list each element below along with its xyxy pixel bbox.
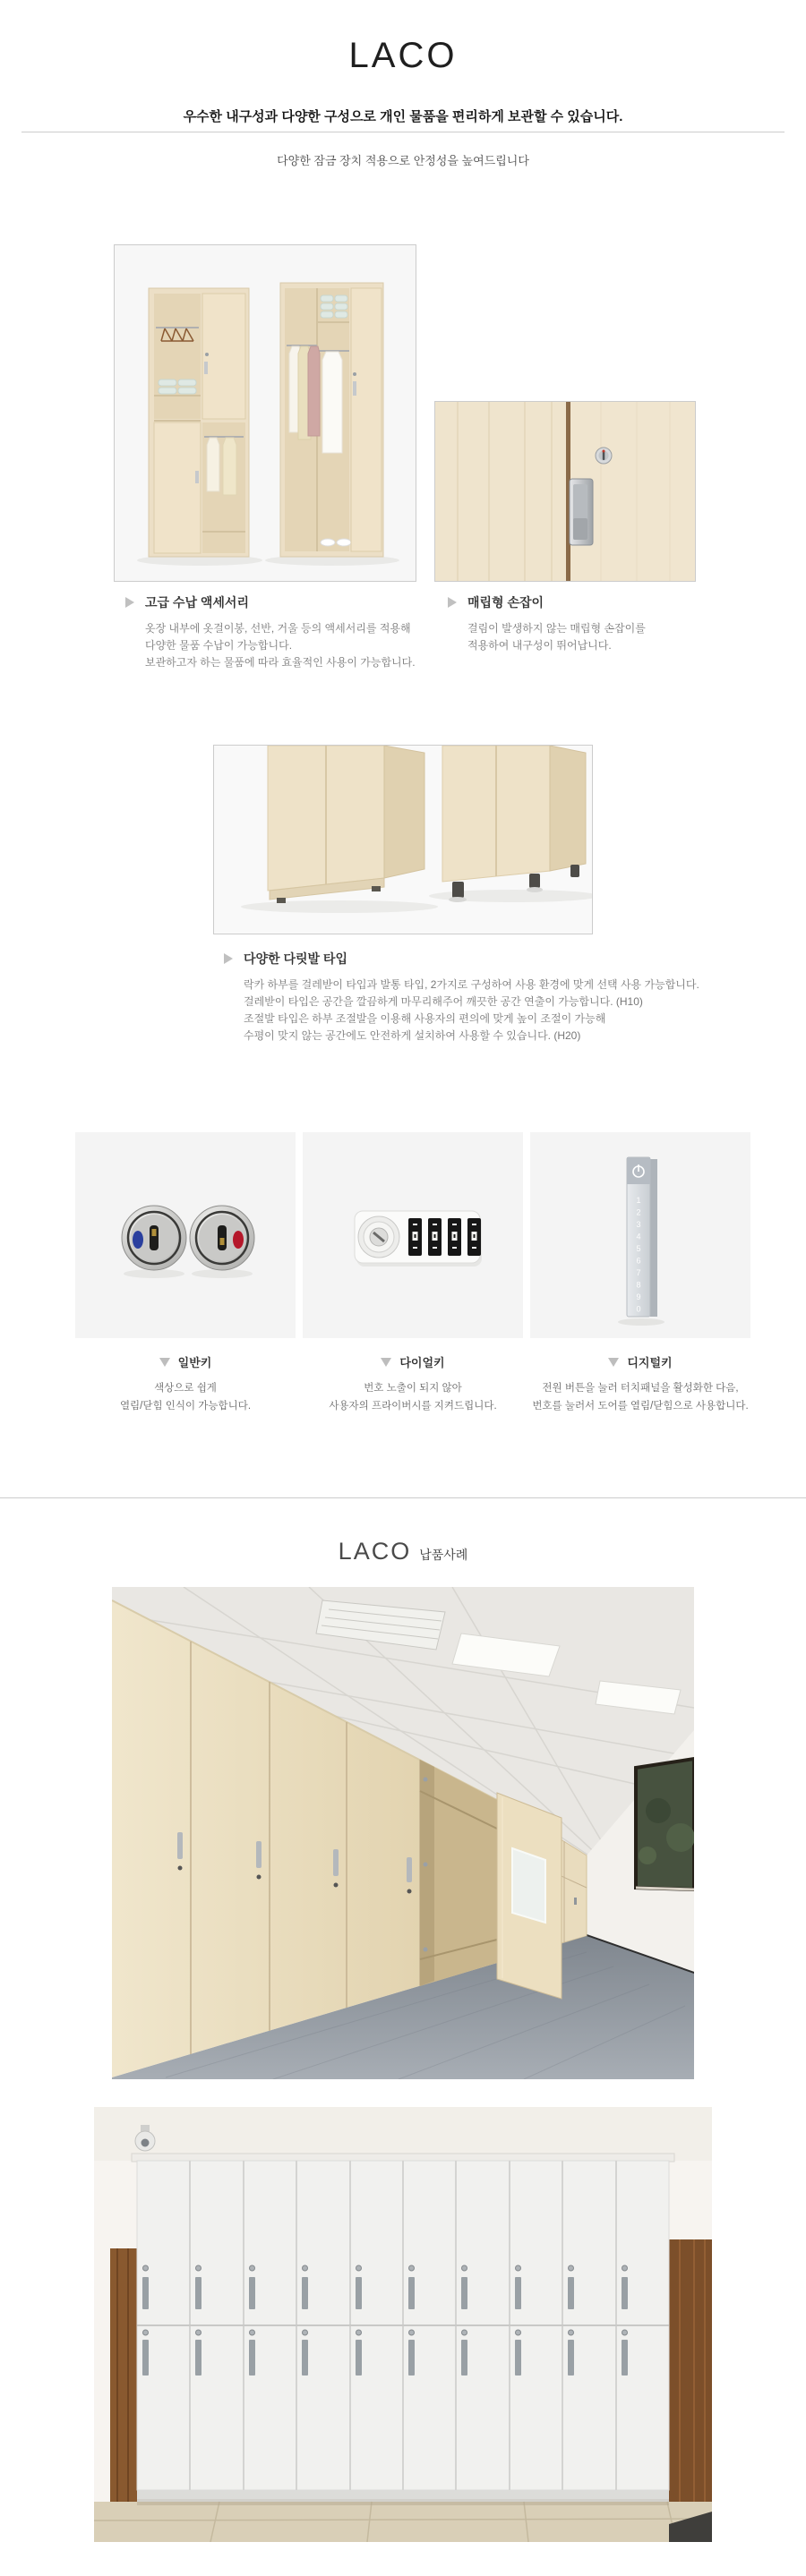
feature-leg-types [224,950,699,1045]
triangle-down-icon [159,1358,170,1367]
dial-key-image [303,1132,523,1338]
digital-key-illustration [530,1132,750,1338]
dial-key-illustration [303,1132,523,1338]
lock-type-name: 일반키 [177,1356,212,1369]
svg-text:5: 5 [636,1244,641,1253]
feature-title: 매립형 손잡이 [467,595,544,610]
handle-product-image [434,401,696,582]
wardrobe-illustration [115,245,416,581]
page-title: LACO [348,36,458,75]
cases-brand: LACO [338,1538,412,1565]
feature-accessories [125,593,416,671]
lock-type-line: 사용자의 프라이버시를 지켜드립니다. [329,1400,497,1412]
triangle-right-icon [448,597,457,608]
cases-label: 납품사례 [419,1548,468,1562]
svg-text:8: 8 [636,1280,641,1290]
svg-text:3: 3 [636,1220,641,1229]
lock-type-line: 번호를 눌러서 도어를 열림/닫힘으로 사용합니다. [532,1400,749,1412]
feature-body-line: 조절발 타입은 하부 조절발을 이용해 사용자의 편의에 맞게 높이 조절이 가능해 [244,1012,606,1025]
triangle-right-icon [224,953,233,964]
triangle-right-icon [125,597,134,608]
triangle-down-icon [381,1358,391,1367]
feature-handle [448,593,646,654]
digital-key-image [530,1132,750,1338]
page-tagline: 다양한 잠금 장치 적용으로 안정성을 높여드립니다 [277,154,529,167]
locker-corridor-illustration [112,1587,694,2079]
svg-text:6: 6 [636,1256,641,1266]
svg-text:2: 2 [636,1207,641,1217]
lock-type-line: 열림/닫힘 인식이 가능합니다. [119,1400,252,1412]
handle-illustration [435,402,695,581]
lock-type-digital [530,1353,750,1415]
lock-type-line: 번호 노출이 되지 않아 [364,1382,462,1394]
red-indicator [233,1231,244,1249]
lock-type-name: 디지털키 [627,1356,673,1369]
normal-key-image [75,1132,296,1338]
leg-types-product-image [213,745,593,934]
section-divider [0,1497,806,1498]
feature-body-line: 옷장 내부에 옷걸이봉, 선반, 거울 등의 액세서리를 적용해 [145,622,411,635]
feature-body-line: 걸림이 발생하지 않는 매립형 손잡이를 [467,622,646,635]
lock-type-name: 다이얼키 [399,1356,445,1369]
feature-body-line: 보관하고자 하는 물품에 따라 효율적인 사용이 가능합니다. [145,656,416,669]
svg-text:1: 1 [636,1196,641,1205]
feature-body-line: 적용하여 내구성이 뛰어납니다. [467,639,612,652]
cases-heading [0,1538,806,1565]
feature-title: 다양한 다릿발 타입 [244,951,347,966]
feature-body-line: 걸레받이 타입은 공간을 깔끔하게 마무리해주어 깨끗한 공간 연출이 가능합니다. (H10) [244,995,643,1008]
page-subtitle: 우수한 내구성과 다양한 구성으로 개인 물품을 편리하게 보관할 수 있습니다. [183,109,623,124]
accessories-product-image [114,244,416,582]
feature-body-line: 락카 하부를 걸레받이 타입과 발통 타입, 2가지로 구성하여 사용 환경에 맞게 선택 사용 가능합니다. [244,978,699,991]
white-lockers-illustration [94,2107,712,2542]
lock-type-line: 전원 버튼을 눌러 터치패널을 활성화한 다음, [542,1382,739,1394]
lock-type-line: 색상으로 쉽게 [154,1382,217,1394]
case-photo-locker-corridor [112,1587,694,2079]
triangle-down-icon [608,1358,619,1367]
svg-text:7: 7 [636,1268,641,1277]
lock-type-dial [303,1353,523,1415]
svg-text:0: 0 [636,1304,641,1314]
leg-types-illustration [214,746,592,934]
feature-title: 고급 수납 액세서리 [145,595,249,610]
case-photo-white-lockers [94,2107,712,2542]
normal-key-illustration [75,1132,296,1338]
feature-body-line: 다양한 물품 수납이 가능합니다. [145,639,293,652]
feature-body-line: 수평이 맞지 않는 공간에도 안전하게 설치하여 사용할 수 있습니다. (H20) [244,1029,581,1042]
lock-type-normal [75,1353,296,1415]
blue-indicator [133,1231,143,1249]
svg-text:9: 9 [636,1292,641,1301]
svg-text:4: 4 [636,1232,641,1241]
